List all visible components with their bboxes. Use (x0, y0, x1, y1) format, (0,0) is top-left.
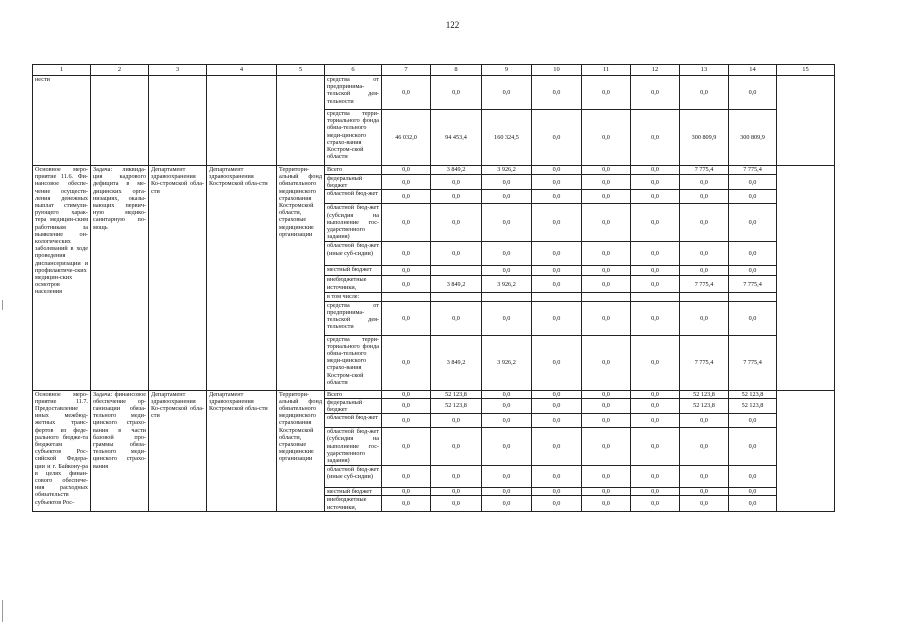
value-cell: 300 809,9 (680, 110, 729, 166)
value-cell: 52 123,8 (680, 390, 729, 398)
value-cell: 3 849,2 (431, 166, 482, 175)
value-cell: 0,0 (582, 190, 631, 204)
value-cell: 0,0 (532, 242, 582, 266)
value-cell: 0,0 (631, 242, 680, 266)
value-cell: 0,0 (729, 76, 777, 110)
value-cell: 0,0 (729, 466, 777, 488)
value-cell: 0,0 (482, 190, 532, 204)
column-number-header: 12 (631, 65, 680, 76)
measure-col5-cell: Территори-альный фонд обязательного медицинского страхования Костромской области, страховые медицинские организации (277, 390, 325, 511)
column-number-header: 13 (680, 65, 729, 76)
value-cell: 0,0 (482, 466, 532, 488)
value-cell: 0,0 (680, 190, 729, 204)
value-cell: 0,0 (532, 414, 582, 428)
measure-col4-cell: Департамент здравоохранения Костромской обла-сти (207, 390, 277, 511)
value-cell: 0,0 (582, 166, 631, 175)
value-cell: 52 123,8 (431, 398, 482, 413)
funding-source-cell: федеральный бюджет (325, 398, 382, 413)
funding-source-cell: областной бюд-жет (иные суб-сидии) (325, 242, 382, 266)
value-cell: 0,0 (729, 175, 777, 190)
value-cell: 3 926,2 (482, 276, 532, 293)
value-cell: 0,0 (431, 466, 482, 488)
value-cell: 0,0 (582, 301, 631, 335)
value-cell: 0,0 (382, 414, 431, 428)
funding-source-cell: областной бюд-жет (325, 414, 382, 428)
value-cell: 0,0 (631, 488, 680, 496)
measure-col3-cell: Департамент здравоохранения Ко-стромской обла-сти (149, 390, 207, 511)
value-cell: 0,0 (382, 488, 431, 496)
column-number-header: 9 (482, 65, 532, 76)
value-cell: 0,0 (631, 496, 680, 511)
measure-col1-cell: Основное меро-приятие 11.7. Предоставление иных межбюд-жетных транс-фертов из феде-рального бюдже-та бюджетам субъектов Рос-сийской Федера-ции и г. Байкону-ра в целях финан-сового обеспече-ния расходных обязательств субъектов Рос- (33, 390, 91, 511)
column-number-header: 4 (207, 65, 277, 76)
value-cell: 0,0 (582, 175, 631, 190)
funding-source-cell: федеральный бюджет (325, 175, 382, 190)
value-cell: 7 775,4 (680, 335, 729, 390)
value-cell: 0,0 (582, 242, 631, 266)
value-cell: 0,0 (482, 242, 532, 266)
value-cell: 3 926,2 (482, 166, 532, 175)
value-cell: 0,0 (532, 204, 582, 242)
value-cell: 0,0 (382, 242, 431, 266)
value-cell (532, 293, 582, 301)
funding-source-cell: областной бюд-жет (325, 190, 382, 204)
scan-edge-mark (2, 300, 3, 310)
value-cell: 0,0 (532, 175, 582, 190)
value-cell: 7 775,4 (729, 166, 777, 175)
value-cell: 0,0 (680, 488, 729, 496)
measure-col3-cell: Департамент здравоохранения Ко-стромской обла-сти (149, 166, 207, 391)
value-cell: 0,0 (532, 398, 582, 413)
value-cell: 0,0 (382, 398, 431, 413)
column-number-header: 6 (325, 65, 382, 76)
table-row (33, 166, 835, 175)
value-cell: 0,0 (482, 76, 532, 110)
value-cell: 0,0 (382, 175, 431, 190)
value-cell: 0,0 (431, 496, 482, 511)
funding-source-cell: областной бюд-жет (субсидия на выполнение гос-ударственного задания) (325, 428, 382, 466)
value-cell: 0,0 (631, 428, 680, 466)
funding-source-cell: Всего (325, 166, 382, 175)
value-cell (482, 293, 532, 301)
value-cell: 3 849,2 (431, 335, 482, 390)
value-cell: 0,0 (532, 276, 582, 293)
value-cell: 0,0 (532, 390, 582, 398)
value-cell: 0,0 (431, 414, 482, 428)
value-cell: 0,0 (582, 466, 631, 488)
value-cell: 0,0 (729, 190, 777, 204)
value-cell: 52 123,8 (729, 390, 777, 398)
value-cell: 0,0 (582, 204, 631, 242)
value-cell: 3 849,2 (431, 276, 482, 293)
value-cell (431, 293, 482, 301)
value-cell: 0,0 (382, 166, 431, 175)
value-cell: 0,0 (382, 390, 431, 398)
measure-col2-cell: Задача: ликвида-ция кадрового дефицита в ме-дицинских орга-низациях, оказы-вающих первич-ную медико-санитарную по-мощь (91, 166, 149, 391)
value-cell: 0,0 (532, 110, 582, 166)
value-cell: 0,0 (680, 428, 729, 466)
value-cell: 0,0 (582, 496, 631, 511)
funding-source-cell: областной бюд-жет (иные суб-сидии) (325, 466, 382, 488)
column-number-header: 8 (431, 65, 482, 76)
header-row (33, 65, 835, 76)
value-cell: 0,0 (532, 496, 582, 511)
value-cell: 0,0 (532, 466, 582, 488)
column-15-cell (777, 166, 835, 391)
value-cell: 0,0 (482, 301, 532, 335)
value-cell: 160 324,5 (482, 110, 532, 166)
empty-merged-cell (277, 76, 325, 166)
value-cell: 0,0 (729, 414, 777, 428)
measure-col1-cell: нести (33, 76, 91, 166)
value-cell: 7 775,4 (680, 166, 729, 175)
empty-merged-cell (149, 76, 207, 166)
value-cell: 0,0 (729, 428, 777, 466)
column-number-header: 15 (777, 65, 835, 76)
value-cell: 7 775,4 (680, 276, 729, 293)
value-cell: 0,0 (582, 76, 631, 110)
value-cell: 0,0 (680, 496, 729, 511)
funding-source-cell: средства от предпринима-тельской дея-тельности (325, 301, 382, 335)
value-cell: 0,0 (482, 204, 532, 242)
value-cell: 0,0 (482, 496, 532, 511)
scan-edge-mark (2, 600, 3, 622)
column-15-cell (777, 76, 835, 166)
value-cell: 0,0 (631, 76, 680, 110)
value-cell: 0,0 (532, 301, 582, 335)
value-cell: 0,0 (382, 76, 431, 110)
value-cell: 3 926,2 (482, 335, 532, 390)
value-cell (631, 293, 680, 301)
column-number-header: 7 (382, 65, 431, 76)
value-cell: 0,0 (680, 204, 729, 242)
value-cell: 0,0 (382, 204, 431, 242)
value-cell: 52 123,8 (680, 398, 729, 413)
value-cell: 0,0 (431, 76, 482, 110)
value-cell: 0,0 (631, 398, 680, 413)
value-cell: 94 453,4 (431, 110, 482, 166)
value-cell: 0,0 (532, 266, 582, 276)
value-cell: 0,0 (431, 428, 482, 466)
measure-col4-cell: Департамент здравоохранения Костромской обла-сти (207, 166, 277, 391)
value-cell: 0,0 (532, 166, 582, 175)
value-cell: 300 809,9 (729, 110, 777, 166)
column-number-header: 3 (149, 65, 207, 76)
funding-source-cell: в том числе: (325, 293, 382, 301)
table-row (33, 390, 835, 398)
value-cell: 0,0 (482, 488, 532, 496)
value-cell: 0,0 (680, 301, 729, 335)
measure-col2-cell: Задача: финансовое обеспечение ор-ганизации обяза-тельного меди-цинского страхо-вания в части базовой про-граммы обяза-тельного меди-цинского страхо-вания (91, 390, 149, 511)
value-cell: 0,0 (729, 242, 777, 266)
value-cell: 0,0 (680, 414, 729, 428)
measure-col1-cell: Основное меро-приятие 11.6. Фи-нансовое обеспе-чение осуществ-ления денежных выплат стимули-рующего харак-тера медицин-ским работникам за выявление он-кологических заболеваний в ходе проведения диспансеризации и профилактиче-ских медицин-ских осмотров населения (33, 166, 91, 391)
value-cell: 0,0 (532, 488, 582, 496)
value-cell: 0,0 (532, 190, 582, 204)
value-cell: 0,0 (680, 175, 729, 190)
funding-source-cell: местный бюджет (325, 266, 382, 276)
value-cell (582, 293, 631, 301)
value-cell: 0,0 (631, 204, 680, 242)
value-cell: 52 123,8 (729, 398, 777, 413)
budget-table (32, 64, 835, 512)
value-cell: 0,0 (582, 276, 631, 293)
value-cell: 0,0 (482, 414, 532, 428)
value-cell: 0,0 (582, 488, 631, 496)
value-cell: 0,0 (729, 301, 777, 335)
value-cell: 0,0 (382, 496, 431, 511)
value-cell: 0,0 (382, 428, 431, 466)
value-cell: 0,0 (631, 110, 680, 166)
column-number-header: 5 (277, 65, 325, 76)
value-cell: 0,0 (382, 466, 431, 488)
empty-merged-cell (91, 76, 149, 166)
funding-source-cell: средства терри-ториального фонда обяза-тельного меди-цинского страхо-вания Костром-ской области (325, 110, 382, 166)
value-cell: 0,0 (631, 166, 680, 175)
value-cell: 0,0 (431, 242, 482, 266)
value-cell: 0,0 (680, 242, 729, 266)
funding-source-cell: Всего (325, 390, 382, 398)
value-cell (431, 266, 482, 276)
column-number-header: 11 (582, 65, 631, 76)
column-15-cell (777, 390, 835, 511)
value-cell: 0,0 (582, 335, 631, 390)
page-number: 122 (445, 20, 460, 30)
value-cell: 0,0 (729, 266, 777, 276)
value-cell: 0,0 (482, 428, 532, 466)
value-cell: 0,0 (729, 204, 777, 242)
value-cell: 0,0 (382, 190, 431, 204)
value-cell: 0,0 (431, 190, 482, 204)
value-cell: 0,0 (582, 414, 631, 428)
value-cell: 0,0 (582, 398, 631, 413)
value-cell: 0,0 (482, 175, 532, 190)
column-number-header: 1 (33, 65, 91, 76)
value-cell: 0,0 (631, 190, 680, 204)
value-cell: 0,0 (431, 488, 482, 496)
value-cell: 0,0 (631, 276, 680, 293)
measure-col5-cell: Территори-альный фонд обязательного медицинского страхования Костромской области, страховые медицинские организации (277, 166, 325, 391)
value-cell: 0,0 (582, 428, 631, 466)
value-cell: 0,0 (382, 301, 431, 335)
value-cell: 0,0 (680, 76, 729, 110)
value-cell: 0,0 (532, 428, 582, 466)
value-cell: 7 775,4 (729, 276, 777, 293)
funding-source-cell: местный бюджет (325, 488, 382, 496)
funding-source-cell: средства терри-ториального фонда обяза-тельного меди-цинского страхо-вания Костром-ской области (325, 335, 382, 390)
value-cell: 0,0 (631, 175, 680, 190)
value-cell: 0,0 (431, 204, 482, 242)
value-cell: 0,0 (729, 488, 777, 496)
column-number-header: 10 (532, 65, 582, 76)
value-cell: 0,0 (582, 266, 631, 276)
value-cell: 0,0 (729, 496, 777, 511)
table-row (33, 76, 835, 110)
value-cell: 0,0 (482, 390, 532, 398)
value-cell: 0,0 (382, 335, 431, 390)
value-cell: 0,0 (631, 466, 680, 488)
value-cell (729, 293, 777, 301)
value-cell: 0,0 (680, 266, 729, 276)
value-cell: 46 032,0 (382, 110, 431, 166)
value-cell: 0,0 (431, 301, 482, 335)
value-cell: 0,0 (631, 390, 680, 398)
value-cell: 0,0 (680, 466, 729, 488)
value-cell: 0,0 (382, 276, 431, 293)
value-cell: 0,0 (582, 110, 631, 166)
column-number-header: 2 (91, 65, 149, 76)
value-cell: 0,0 (431, 175, 482, 190)
column-number-header: 14 (729, 65, 777, 76)
funding-source-cell: внебюджетные источники, (325, 276, 382, 293)
value-cell: 0,0 (631, 266, 680, 276)
funding-source-cell: внебюджетные источники, (325, 496, 382, 511)
funding-source-cell: областной бюд-жет (субсидия на выполнение гос-ударственного задания) (325, 204, 382, 242)
value-cell: 0,0 (582, 390, 631, 398)
empty-merged-cell (207, 76, 277, 166)
value-cell (680, 293, 729, 301)
value-cell: 0,0 (532, 76, 582, 110)
value-cell: 0,0 (631, 335, 680, 390)
value-cell: 0,0 (532, 335, 582, 390)
value-cell: 7 775,4 (729, 335, 777, 390)
value-cell: 52 123,8 (431, 390, 482, 398)
value-cell: 0,0 (382, 266, 431, 276)
value-cell: 0,0 (482, 266, 532, 276)
funding-source-cell: средства от предпринима-тельской дея-тельности (325, 76, 382, 110)
value-cell (382, 293, 431, 301)
value-cell: 0,0 (631, 414, 680, 428)
value-cell: 0,0 (631, 301, 680, 335)
value-cell: 0,0 (482, 398, 532, 413)
